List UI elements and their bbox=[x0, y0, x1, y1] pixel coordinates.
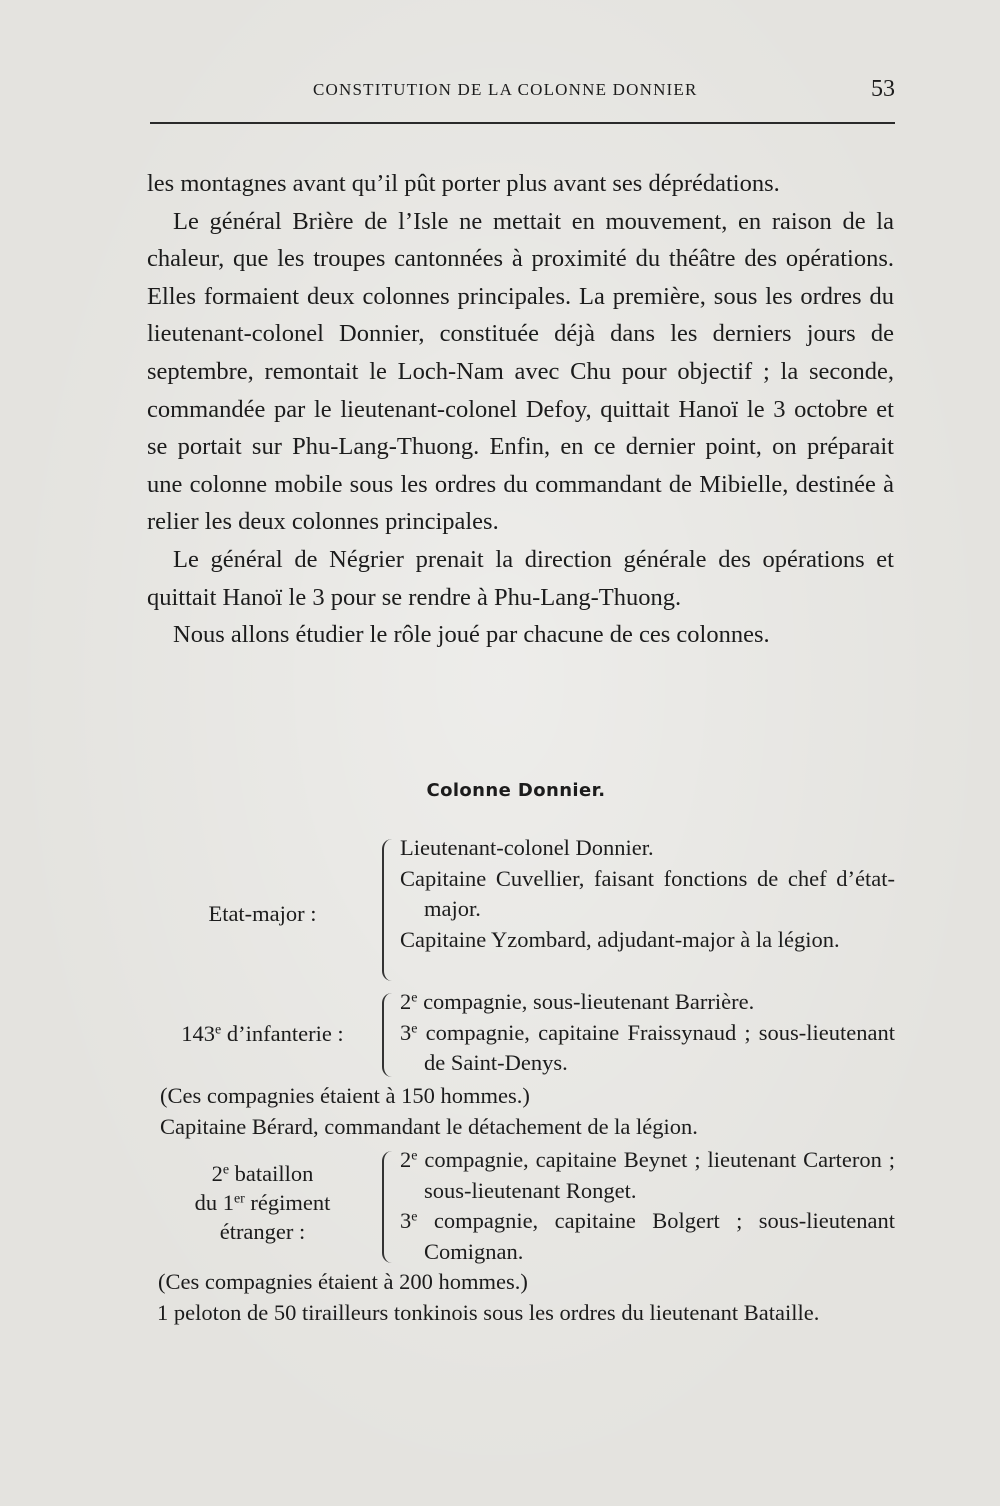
bataillon-rest: bataillon bbox=[229, 1161, 314, 1186]
etat-major-entry: Capitaine Yzombard, adjudant-major à la légion. bbox=[400, 926, 840, 952]
bataillon-brace bbox=[382, 1151, 396, 1263]
section-title bbox=[0, 780, 1000, 801]
infanterie-label bbox=[150, 1019, 375, 1050]
bataillon-group bbox=[150, 1145, 895, 1267]
body-text bbox=[147, 165, 894, 654]
entry-sup: e bbox=[411, 1020, 418, 1036]
entry-num: 2 bbox=[400, 1147, 412, 1172]
etat-major-entry: Capitaine Cuvellier, faisant fonctions de chef d’état-major. bbox=[400, 865, 895, 921]
infanterie-label-num: 143 bbox=[181, 1021, 216, 1046]
entry-sup: e bbox=[411, 990, 418, 1006]
etat-major-group bbox=[150, 833, 895, 988]
infanterie-label-sup: e bbox=[215, 1022, 222, 1038]
entry-sup: e bbox=[411, 1148, 418, 1164]
section-title-text: Colonne Donnier. bbox=[426, 780, 606, 801]
bataillon-label-line2 bbox=[150, 1188, 375, 1217]
entry-text: compagnie, capitaine Beynet ; lieutenant Carteron ; sous-lieutenant Ronget. bbox=[417, 1147, 895, 1203]
bataillon-sup: e bbox=[222, 1162, 230, 1178]
bataillon-num: 2 bbox=[211, 1161, 223, 1186]
infanterie-entry bbox=[400, 1018, 895, 1079]
infanterie-label-rest: d’infanterie : bbox=[221, 1021, 344, 1046]
peloton-line: 1 peloton de 50 tirailleurs tonkinois sous les ordres du lieutenant Bataille. bbox=[157, 1300, 820, 1325]
running-title: CONSTITUTION DE LA COLONNE DONNIER bbox=[313, 80, 698, 99]
infanterie-brace bbox=[382, 993, 396, 1077]
paragraph-continuation: les montagnes avant qu’il pût porter plus avant ses déprédations. bbox=[147, 170, 780, 197]
entry-num: 2 bbox=[400, 989, 412, 1014]
entry-text: compagnie, capitaine Bolgert ; sous-lieutenant Comignan. bbox=[417, 1208, 895, 1264]
infanterie-entries bbox=[400, 987, 895, 1079]
note-150: (Ces compagnies étaient à 150 hommes.) bbox=[160, 1083, 530, 1108]
entry-text: compagnie, capitaine Fraissynaud ; sous-lieutenant de Saint-Denys. bbox=[417, 1019, 895, 1075]
paragraph-negrier: Le général de Négrier prenait la direction générale des opérations et quittait Hanoï le 3 pour se rendre à Phu-Lang-Thuong. bbox=[147, 545, 894, 611]
bataillon-label-line1 bbox=[150, 1159, 375, 1188]
entry-sup: e bbox=[411, 1209, 418, 1225]
etat-major-entry: Lieutenant-colonel Donnier. bbox=[400, 835, 654, 860]
etat-major-entries bbox=[400, 833, 895, 955]
etat-major-label: Etat-major : bbox=[208, 901, 317, 926]
bataillon-entries bbox=[400, 1145, 895, 1267]
bataillon-entry bbox=[400, 1206, 895, 1267]
infanterie-group bbox=[150, 987, 895, 1082]
bataillon-label bbox=[150, 1159, 375, 1246]
paragraph-briere: Le général Brière de l’Isle ne mettait en mouvement, en raison de la chaleur, que les troupes cantonnées à proximité du théâtre des opérations. Elles formaient deux colonnes principales. La première, sous les ordres du lieutenant-colonel Donnier, constituée déjà dans les derniers jours de septembre, remontait le Loch-Nam avec Chu pour objectif ; la seconde, commandée par le lieutenant-colonel Defoy, quittait Hanoï le 3 octobre et se portait sur Phu-Lang-Thuong. Enfin, en ce dernier point, on préparait une colonne mobile sous les ordres du commandant de Mibielle, destinée à relier les deux colonnes principales. bbox=[147, 207, 894, 536]
bataillon-label-line3: étranger : bbox=[219, 1219, 306, 1244]
entry-text: compagnie, sous-lieutenant Barrière. bbox=[417, 989, 755, 1014]
infanterie-entry bbox=[400, 987, 895, 1018]
etat-major-brace bbox=[382, 839, 396, 981]
header-rule bbox=[150, 122, 895, 124]
entry-num: 3 bbox=[400, 1208, 412, 1233]
note-200: (Ces compagnies étaient à 200 hommes.) bbox=[158, 1269, 528, 1294]
paragraph-etudier: Nous allons étudier le rôle joué par chacune de ces colonnes. bbox=[173, 621, 770, 649]
regiment-sup: er bbox=[233, 1191, 245, 1207]
berard-line: Capitaine Bérard, commandant le détachement de la légion. bbox=[160, 1114, 698, 1139]
bataillon-entry bbox=[400, 1145, 895, 1206]
entry-num: 3 bbox=[400, 1019, 412, 1045]
regiment-pre: du 1 bbox=[194, 1190, 234, 1215]
regiment-rest: régiment bbox=[244, 1190, 331, 1215]
page-number: 53 bbox=[871, 76, 895, 102]
running-head bbox=[150, 78, 895, 108]
